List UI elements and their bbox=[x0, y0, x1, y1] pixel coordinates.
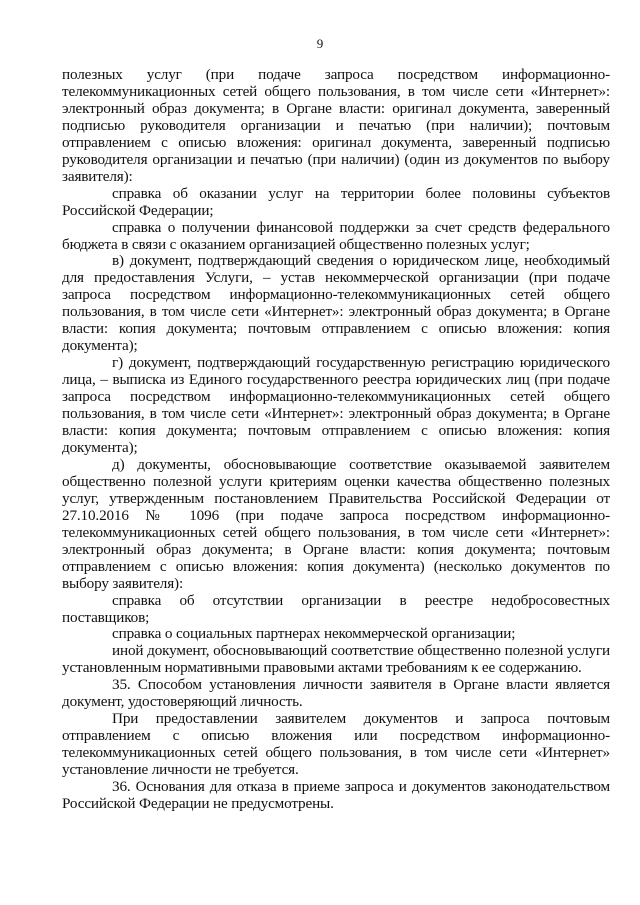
paragraph: полезных услуг (при подаче запроса посредством информационно-телекоммуникационных сетей общего пользования, в том числе сети «Интернет»: электронный образ документа; в Органе власти: оригинал документа, заверенный подписью руководителя организации и печатью (при наличии); почтовым отправлением с описью вложения: оригинал документа, заверенный подписью руководителя организации и печатью (при наличии) (один из документов по выбору заявителя): bbox=[62, 66, 610, 185]
paragraph: 35. Способом установления личности заявителя в Органе власти является документ, удостоверяющий личность. bbox=[62, 676, 610, 711]
paragraph: справка об отсутствии организации в реестре недобросовестных поставщиков; bbox=[62, 591, 610, 626]
paragraph: справка о социальных партнерах некоммерческой организации; bbox=[112, 625, 516, 643]
paragraph: При предоставлении заявителем документов и запроса почтовым отправлением с описью вложения или посредством информационно-телекоммуникационных сетей общего пользования, в том числе сети «Интернет» установление личности не требуется. bbox=[62, 710, 610, 779]
paragraph: 36. Основания для отказа в приеме запроса и документов законодательством Российской Федерации не предусмотрены. bbox=[62, 778, 610, 812]
paragraph: иной документ, обосновывающий соответствие общественно полезной услуги установленным нормативными правовыми актами требованиям к ее содержанию. bbox=[62, 642, 610, 677]
paragraph: д) документы, обосновывающие соответствие оказываемой заявителем общественно полезной услуги критериям оценки качества общественно полезных услуг, утвержденным постановлением Правительства Российской Федерации от 27.10.2016 № 1096 (при подаче запроса посредством информационно-телекоммуникационных сетей общего пользования, в том числе сети «Интернет»: электронный образ документа; в Органе власти: копия документа; почтовым отправлением с описью вложения: копия документа) (несколько документов по выбору заявителя): bbox=[62, 455, 610, 592]
paragraph: в) документ, подтверждающий сведения о юридическом лице, необходимый для предоставления Услуги, – устав некоммерческой организации (при подаче запроса посредством информационно-телекоммуникационных сетей общего пользования, в том числе сети «Интернет»: электронный образ документа; в Органе власти: копия документа; почтовым отправлением с описью вложения: копия документа); bbox=[62, 252, 610, 355]
document-body bbox=[62, 67, 610, 813]
paragraph: справка о получении финансовой поддержки за счет средств федерального бюджета в связи с оказанием организацией общественно полезных услуг; bbox=[62, 218, 610, 253]
paragraph: г) документ, подтверждающий государственную регистрацию юридического лица, – выписка из Единого государственного реестра юридических лиц (при подаче запроса посредством информационно-телекоммуникационных сетей общего пользования, в том числе сети «Интернет»: электронный образ документа; в Органе власти: копия документа; почтовым отправлением с описью вложения: копия документа); bbox=[62, 354, 610, 456]
paragraph: справка об оказании услуг на территории более половины субъектов Российской Федерации; bbox=[62, 184, 610, 219]
page-number: 9 bbox=[316, 36, 324, 51]
